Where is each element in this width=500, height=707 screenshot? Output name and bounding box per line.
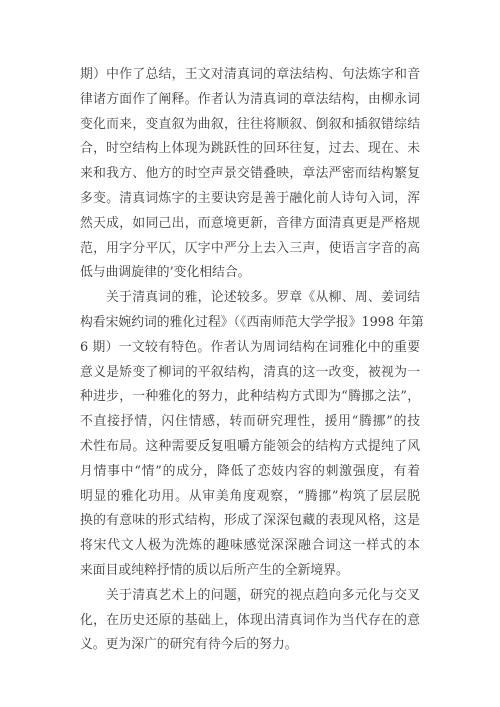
- paragraph-1-line-9: 低与曲调旋律的’变化相结合。: [80, 265, 251, 281]
- paragraph-2-line-2: 构看宋婉约词的雅化过程》（《西南师范大学学报》1998 年第: [80, 314, 424, 330]
- paragraph-1-line-6: 多变。清真词炼字的主要诀窍是善于融化前人诗句入词，浑: [80, 190, 420, 206]
- paragraph-3-line-2: 化，在历史还原的基础上，体现出清真词作为当代存在的意: [80, 612, 420, 628]
- paragraph-2-line-12: 来面目或纯粹抒情的质以后所产生的全新境界。: [80, 562, 349, 578]
- paragraph-1-line-7: 然天成，如同己出，而意境更新，音律方面清真更是严格规: [80, 215, 420, 231]
- paragraph-2-line-7: 术性布局。这种需要反复咀嚼方能领会的结构方式提纯了风: [80, 438, 420, 454]
- paragraph-1-line-4: 合，时空结构上体现为跳跃性的回环往复，过去、现在、未: [80, 141, 420, 157]
- document-body: [80, 63, 424, 658]
- paragraph-2-line-11: 将宋代文人极为洗炼的趣味感觉深深融合词这一样式的本: [80, 538, 420, 554]
- paragraph-1-line-3: 变化而来，变直叙为曲叙，往往将顺叙、倒叙和插叙错综结: [80, 116, 420, 132]
- paragraph-3-line-3: 义。更为深广的研究有待今后的努力。: [80, 637, 298, 653]
- paragraph-2-line-9: 明显的雅化功用。从审美角度观察，“腾挪”构筑了层层脱: [80, 488, 420, 504]
- paragraph-1-line-1: 期）中作了总结，王文对清真词的章法结构、句法炼字和音: [80, 67, 420, 82]
- paragraph-1-line-2: 律诸方面作了阐释。作者认为清真词的章法结构，由柳永词: [80, 91, 420, 107]
- paragraph-2-line-6: 不直接抒情，闪住情感，转而研究理性，援用“腾挪”的技: [80, 414, 420, 430]
- paragraph-2-line-10: 换的有意味的形式结构，形成了深深包藏的表现风格，这是: [80, 513, 420, 529]
- paragraph-2-line-4: 意义是矫变了柳词的平叙结构，清真的这一改变，被视为一: [80, 364, 420, 380]
- paragraph-2-line-3: 6 期）一文较有特色。作者认为周词结构在词雅化中的重要: [80, 339, 420, 355]
- paragraph-2-line-5: 种进步，一种雅化的努力，此种结构方式即为“腾挪之法”，: [80, 389, 420, 405]
- paragraph-2-line-8: 月情事中“情”的成分，降低了恋妓内容的刺激强度，有着: [80, 463, 420, 479]
- paragraph-1-line-8: 范，用字分平仄，仄字中严分上去入三声，使语言字音的高: [80, 240, 420, 256]
- paragraph-3-line-1: 关于清真艺术上的问题，研究的视点趋向多元化与交叉: [106, 587, 420, 603]
- paragraph-2-line-1: 关于清真词的雅，论述较多。罗章《从柳、周、姜词结: [106, 290, 420, 306]
- paragraph-1-line-5: 来和我方、他方的时空声景交错叠映，章法严密而结构繁复: [80, 166, 420, 182]
